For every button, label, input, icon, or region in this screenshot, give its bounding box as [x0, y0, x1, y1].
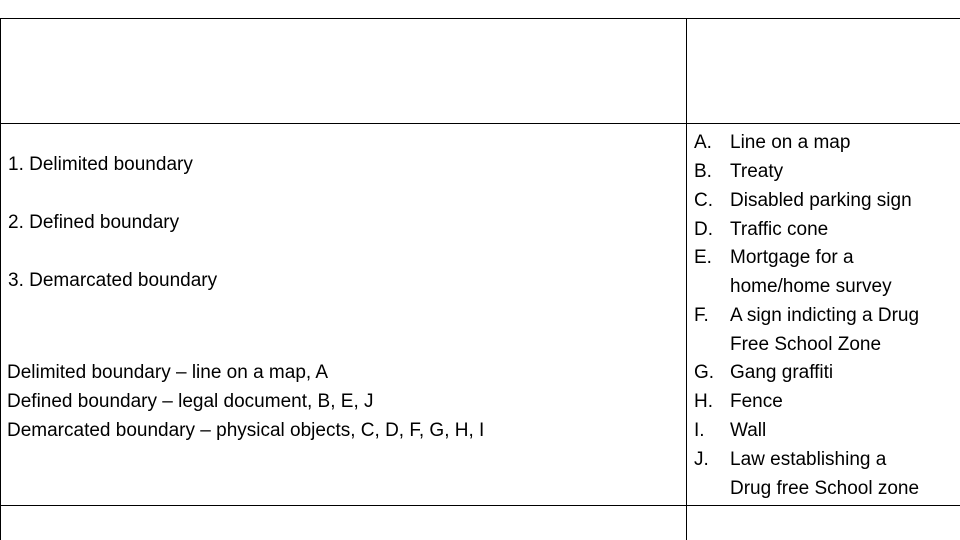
option-letter: A. — [694, 132, 712, 153]
option-item — [694, 392, 783, 411]
option-letter: E. — [694, 247, 712, 268]
option-text: A sign indicting a Drug — [730, 305, 920, 326]
table-row-divider — [0, 505, 960, 506]
option-item — [694, 248, 854, 267]
table-row-divider — [0, 123, 960, 124]
option-text: Traffic cone — [730, 219, 829, 240]
term-item — [8, 271, 217, 290]
term-number: 2. — [8, 212, 24, 233]
table-border-top — [0, 18, 960, 19]
option-letter: D. — [694, 219, 713, 240]
term-item — [8, 155, 193, 174]
option-item — [694, 133, 850, 152]
option-text: Disabled parking sign — [730, 190, 912, 211]
term-number: 3. — [8, 270, 24, 291]
term-item — [8, 213, 179, 232]
table-border-left — [0, 18, 1, 540]
option-text-continued: Free School Zone — [730, 334, 882, 355]
option-item — [694, 162, 783, 181]
option-text: Mortgage for a — [730, 247, 854, 268]
term-label: Demarcated boundary — [29, 270, 218, 291]
option-letter: B. — [694, 161, 712, 182]
option-letter: G. — [694, 362, 715, 383]
option-letter: F. — [694, 305, 709, 326]
option-text: Line on a map — [730, 132, 851, 153]
term-number: 1. — [8, 154, 24, 175]
option-item — [694, 220, 828, 239]
option-item — [694, 421, 766, 440]
table-column-divider — [686, 18, 687, 540]
option-letter: J. — [694, 449, 709, 470]
term-label: Defined boundary — [29, 212, 180, 233]
option-text: Law establishing a — [730, 449, 887, 470]
answer-line: Defined boundary – legal document, B, E, J — [7, 391, 374, 412]
option-letter: I. — [694, 420, 705, 441]
option-letter: C. — [694, 190, 713, 211]
term-label: Delimited boundary — [29, 154, 193, 175]
option-text: Fence — [730, 391, 783, 412]
option-item — [694, 363, 833, 382]
option-text-continued: Drug free School zone — [730, 478, 920, 499]
option-letter: H. — [694, 391, 713, 412]
option-text: Wall — [730, 420, 767, 441]
option-item — [694, 306, 919, 325]
option-text-continued: home/home survey — [730, 276, 892, 297]
option-text: Gang graffiti — [730, 362, 834, 383]
option-item — [694, 450, 886, 469]
answer-line: Delimited boundary – line on a map, A — [7, 362, 329, 383]
option-text: Treaty — [730, 161, 784, 182]
answer-line: Demarcated boundary – physical objects, C, D, F, G, H, I — [7, 420, 485, 441]
option-item — [694, 191, 912, 210]
